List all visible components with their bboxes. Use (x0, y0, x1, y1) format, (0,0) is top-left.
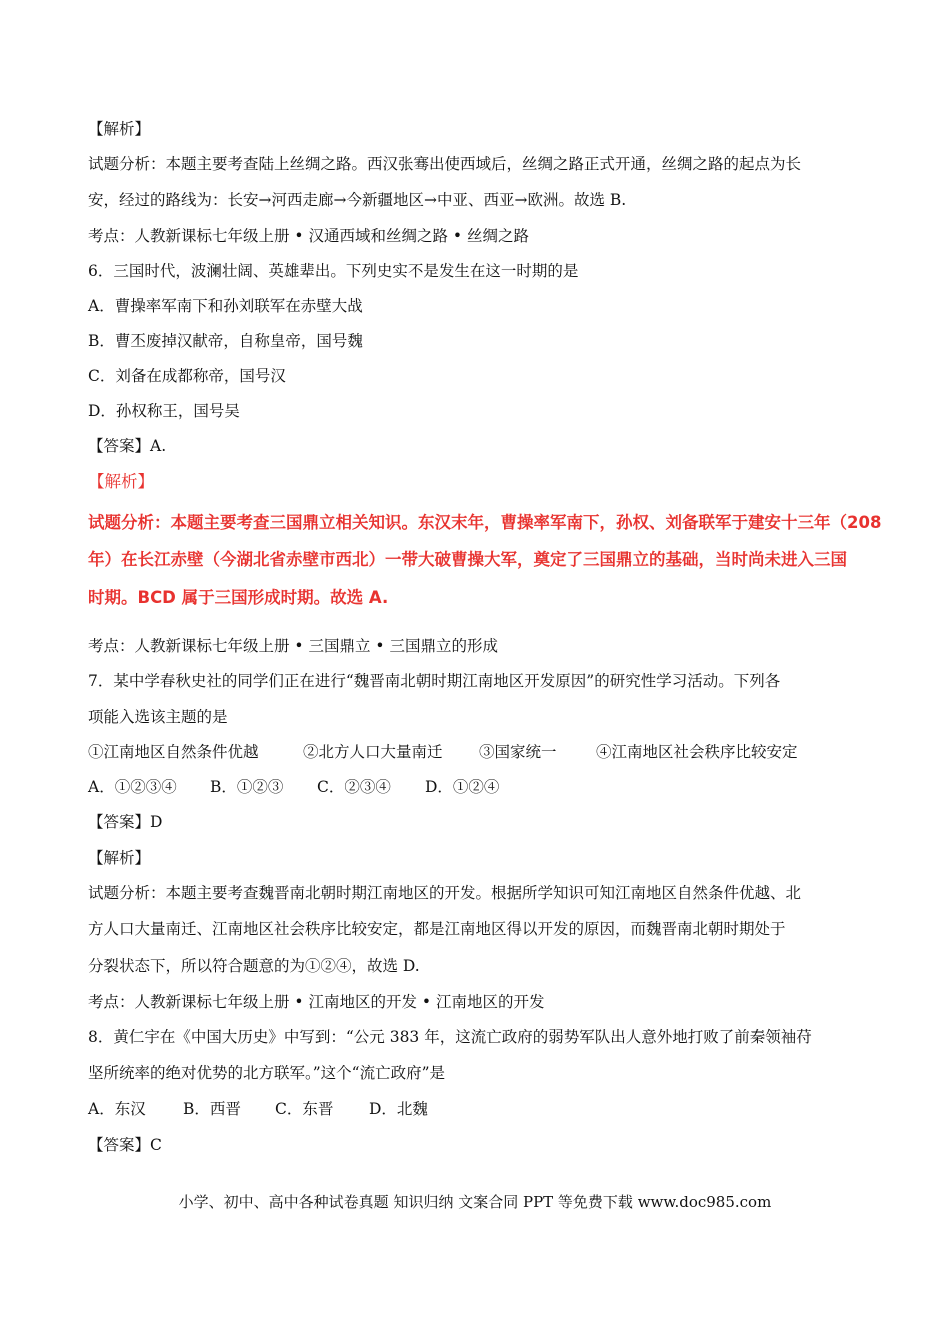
q8-answer: 【答案】C (88, 1136, 162, 1154)
q5-kaodian: 考点：人教新课标七年级上册 • 汉通西域和丝绸之路 • 丝绸之路 (88, 227, 529, 245)
q7-item-3: ③国家统一 (479, 743, 557, 761)
q6-question: 6．三国时代，波澜壮阔、英雄辈出。下列史实不是发生在这一时期的是 (88, 262, 579, 280)
q6-option-a: A．曹操率军南下和孙刘联军在赤壁大战 (88, 297, 363, 315)
q8-option-a: A．东汉 (88, 1100, 146, 1118)
q6-kaodian: 考点：人教新课标七年级上册 • 三国鼎立 • 三国鼎立的形成 (88, 637, 498, 655)
q7-item-1: ①江南地区自然条件优越 (88, 743, 259, 761)
q8-question-line-2: 坚所统率的绝对优势的北方联军。”这个“流亡政府”是 (88, 1064, 446, 1082)
q7-analysis-label: 【解析】 (88, 849, 151, 867)
q7-answer: 【答案】D (88, 813, 163, 831)
q7-option-b: B．①②③ (210, 778, 284, 796)
q8-option-b: B．西晋 (183, 1100, 241, 1118)
q7-analysis-line-2: 方人口大量南迁、江南地区社会秩序比较安定，都是江南地区得以开发的原因，而魏晋南北朝时期处于 (88, 920, 786, 938)
q6-option-c: C．刘备在成都称帝，国号汉 (88, 367, 286, 385)
q5-analysis-label: 【解析】 (88, 120, 151, 138)
q7-analysis-line-3: 分裂状态下，所以符合题意的为①②④，故选 D. (88, 957, 420, 975)
q7-option-c: C．②③④ (317, 778, 391, 796)
q7-option-a: A．①②③④ (88, 778, 177, 796)
q8-question-line-1: 8．黄仁宇在《中国大历史》中写到：“公元 383 年，这流亡政府的弱势军队出人意外地打败了前秦领袖苻 (88, 1028, 812, 1046)
q6-answer: 【答案】A. (88, 437, 167, 455)
q7-question-line-2: 项能入选该主题的是 (88, 708, 228, 726)
q6-analysis-label: 【解析】 (88, 472, 154, 491)
q7-item-2: ②北方人口大量南迁 (303, 743, 443, 761)
q6-analysis-line-2: 年）在长江赤壁（今湖北省赤壁市西北）一带大破曹操大军，奠定了三国鼎立的基础，当时尚未进入三国 (88, 550, 847, 569)
page-footer: 小学、初中、高中各种试卷真题 知识归纳 文案合同 PPT 等免费下载 www.doc985.com (178, 1193, 772, 1211)
q8-option-c: C．东晋 (275, 1100, 334, 1118)
q5-analysis-line-2: 安，经过的路线为：长安→河西走廊→今新疆地区→中亚、西亚→欧洲。故选 B. (88, 191, 627, 209)
q6-option-b: B．曹丕废掉汉献帝，自称皇帝，国号魏 (88, 332, 363, 350)
q7-kaodian: 考点：人教新课标七年级上册 • 江南地区的开发 • 江南地区的开发 (88, 993, 545, 1011)
q6-analysis-line-1: 试题分析：本题主要考查三国鼎立相关知识。东汉末年，曹操率军南下，孙权、刘备联军于建安十三年（208 (88, 513, 882, 532)
q7-item-4: ④江南地区社会秩序比较安定 (596, 743, 798, 761)
q7-analysis-line-1: 试题分析：本题主要考查魏晋南北朝时期江南地区的开发。根据所学知识可知江南地区自然条件优越、北 (88, 884, 802, 902)
q6-analysis-line-3: 时期。BCD 属于三国形成时期。故选 A. (88, 588, 389, 607)
q7-options (88, 777, 499, 797)
q7-items (88, 742, 798, 762)
q8-option-d: D．北魏 (369, 1100, 428, 1118)
q7-option-d: D．①②④ (425, 778, 500, 796)
q5-analysis-line-1: 试题分析：本题主要考查陆上丝绸之路。西汉张骞出使西域后，丝绸之路正式开通，丝绸之路的起点为长 (88, 155, 802, 173)
q8-options (88, 1099, 428, 1119)
q6-option-d: D．孙权称王，国号吴 (88, 402, 240, 420)
q7-question-line-1: 7．某中学春秋史社的同学们正在进行“魏晋南北朝时期江南地区开发原因”的研究性学习活动。下列各 (88, 672, 781, 690)
